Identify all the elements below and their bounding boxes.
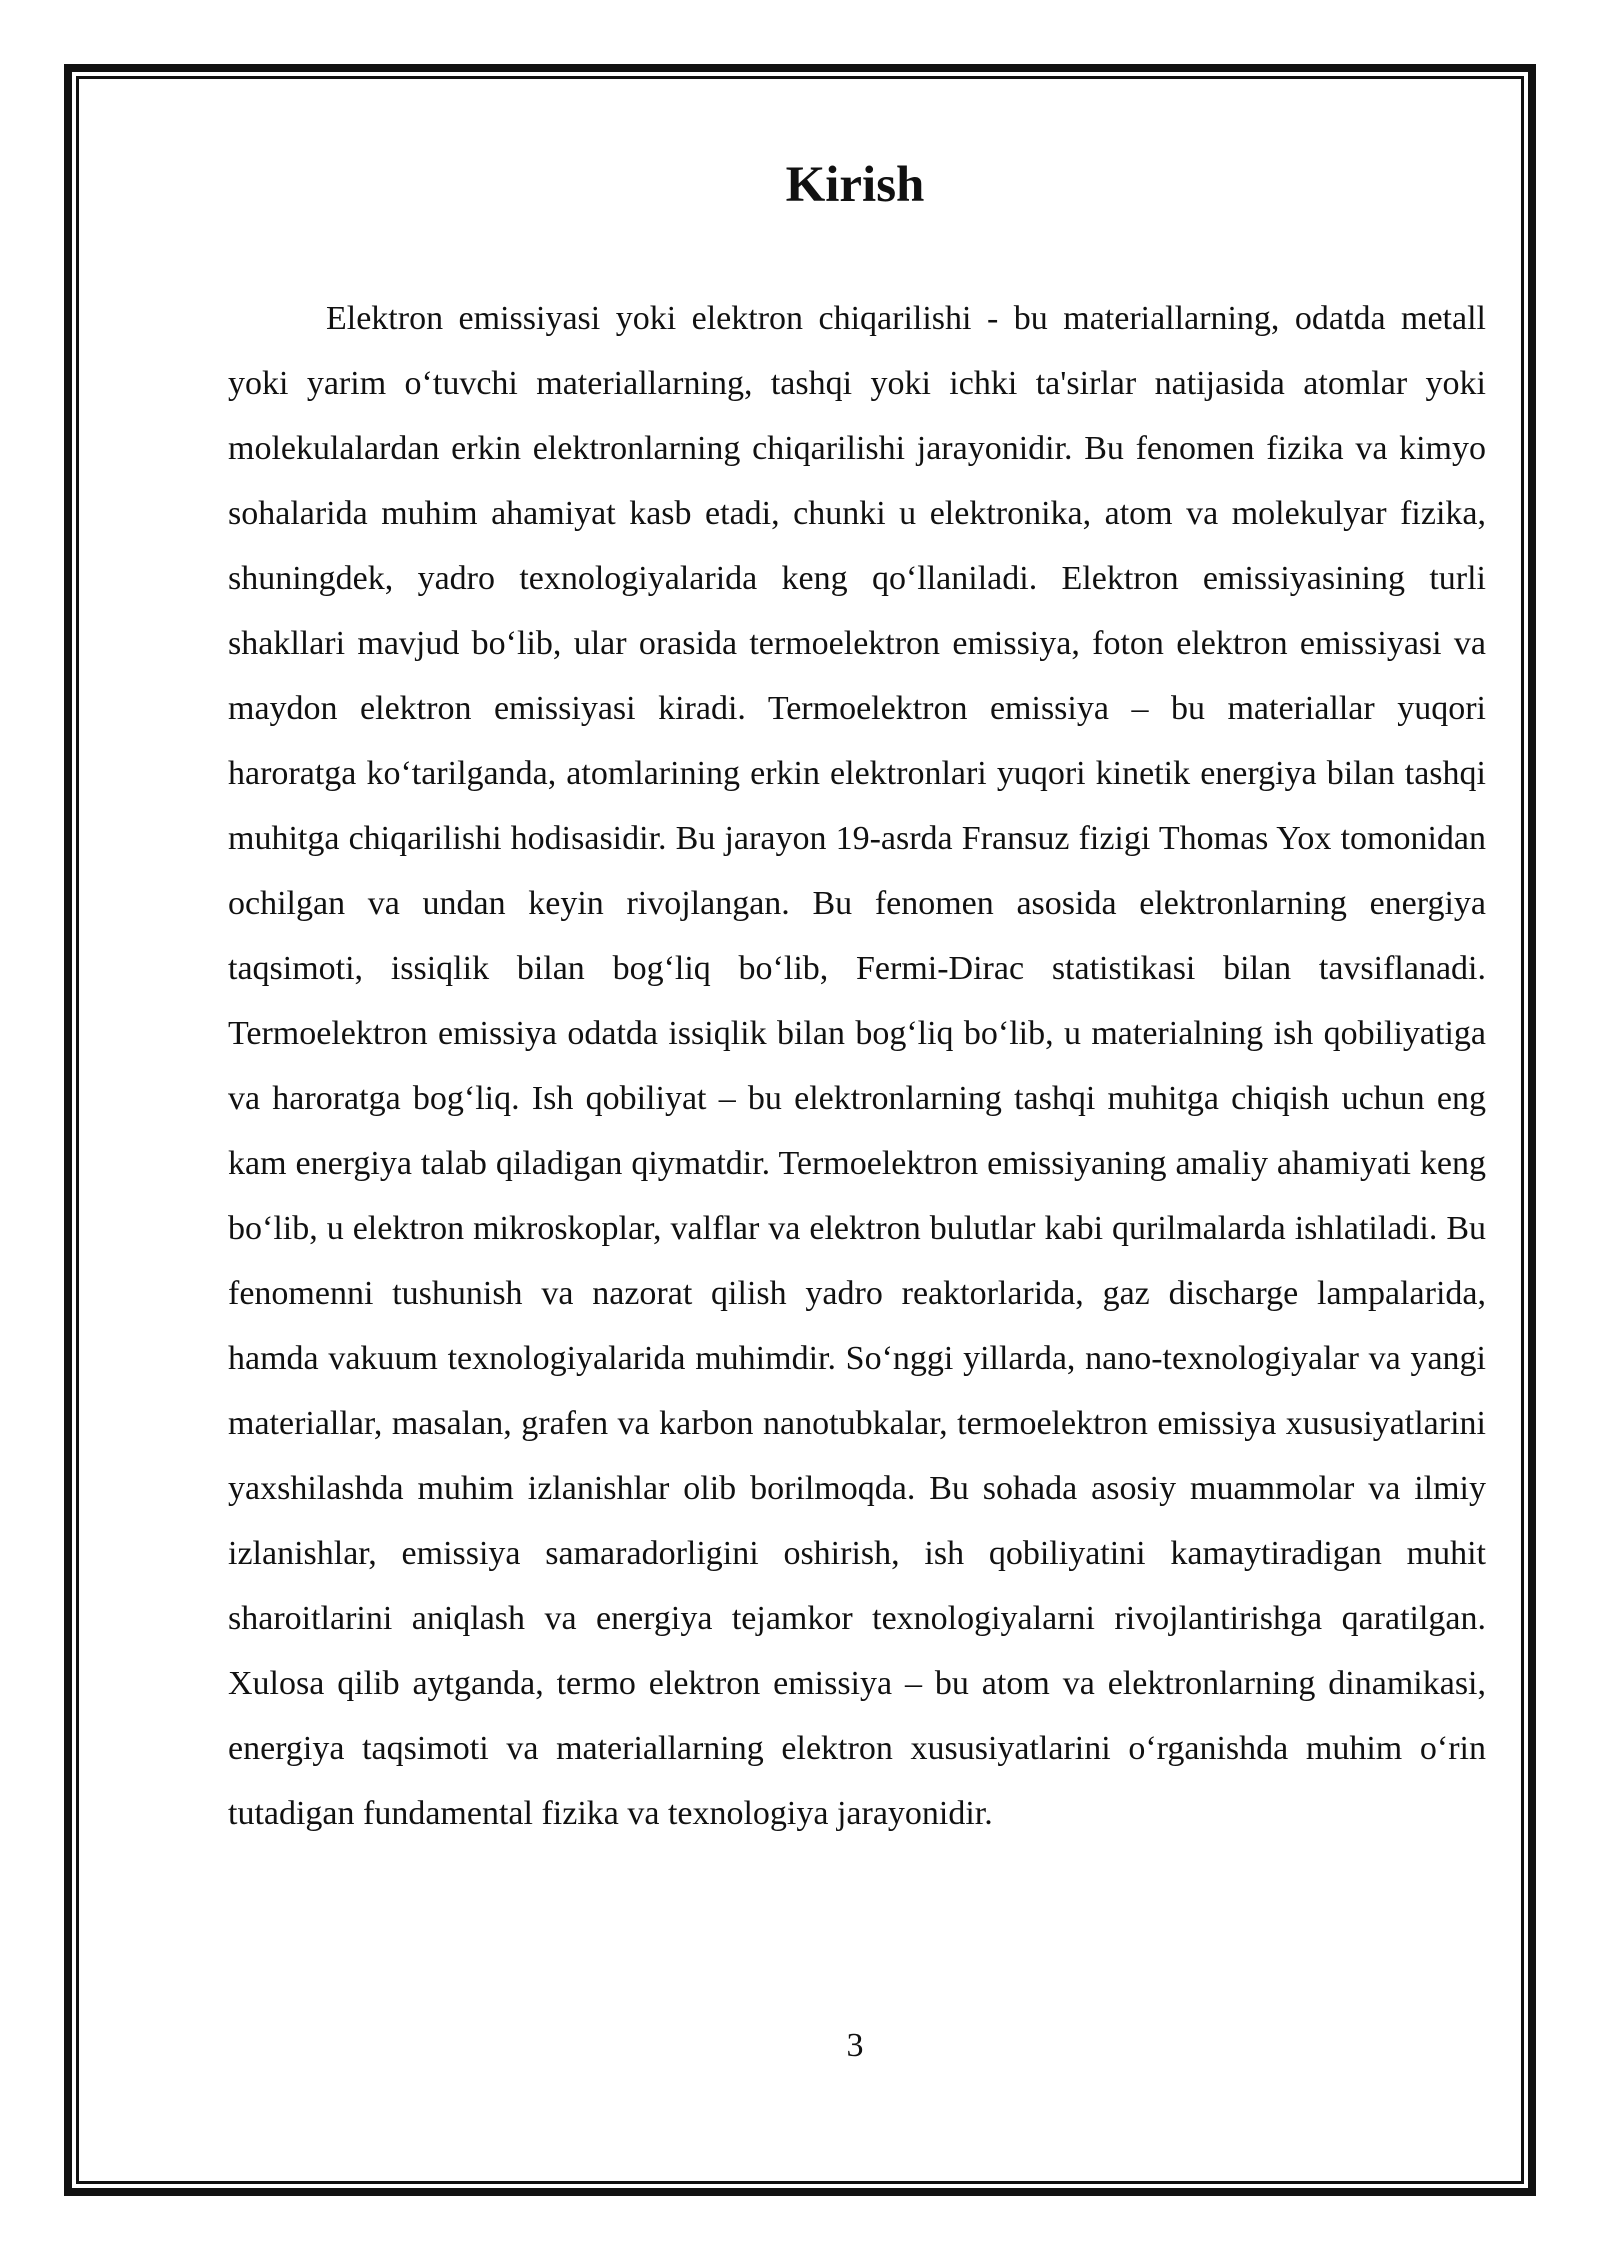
page-number: 3	[846, 2027, 864, 2064]
body-paragraph: Elektron emissiyasi yoki elektron chiqarilishi - bu materiallarning, odatda metall yoki yarim o‘tuvchi materiallarning, tashqi yoki ichki ta'sirlar natijasida atomlar yoki molekulalardan erkin elektronlarning chiqarilishi jarayonidir. Bu fenomen fizika va kimyo sohalarida muhim ahamiyat kasb etadi, chunki u elektronika, atom va molekulyar fizika, shuningdek, yadro texnologiyalarida keng qo‘llaniladi. Elektron emissiyasining turli shakllari mavjud bo‘lib, ular orasida termoelektron emissiya, foton elektron emissiyasi va maydon elektron emissiyasi kiradi. Termoelektron emissiya – bu materiallar yuqori haroratga ko‘tarilganda, atomlarining erkin elektronlari yuqori kinetik energiya bilan tashqi muhitga chiqarilishi hodisasidir. Bu jarayon 19-asrda Fransuz fizigi Thomas Yox tomonidan ochilgan va undan keyin rivojlangan. Bu fenomen asosida elektronlarning energiya taqsimoti, issiqlik bilan bog‘liq bo‘lib, Fermi-Dirac statistikasi bilan tavsiflanadi. Termoelektron emissiya odatda issiqlik bilan bog‘liq bo‘lib, u materialning ish qobiliyatiga va haroratga bog‘liq. Ish qobiliyat – bu elektronlarning tashqi muhitga chiqish uchun eng kam energiya talab qiladigan qiymatdir. Termoelektron emissiyaning amaliy ahamiyati keng bo‘lib, u elektron mikroskoplar, valflar va elektron bulutlar kabi qurilmalarda ishlatiladi. Bu fenomenni tushunish va nazorat qilish yadro reaktorlarida, gaz discharge lampalarida, hamda vakuum texnologiyalarida muhimdir. So‘nggi yillarda, nano-texnologiyalar va yangi materiallar, masalan, grafen va karbon nanotubkalar, termoelektron emissiya xususiyatlarini yaxshilashda muhim izlanishlar olib borilmoqda. Bu sohada asosiy muammolar va ilmiy izlanishlar, emissiya samaradorligini oshirish, ish qobiliyatini kamaytiradigan muhit sharoitlarini aniqlash va energiya tejamkor texnologiyalarni rivojlantirishga qaratilgan. Xulosa qilib aytganda, termo elektron emissiya – bu atom va elektronlarning dinamikasi, energiya taqsimoti va materiallarning elektron xususiyatlarini o‘rganishda muhim o‘rin tutadigan fundamental fizika va texnologiya jarayonidir.	[228, 300, 1486, 1832]
page-title: Kirish	[785, 157, 925, 213]
